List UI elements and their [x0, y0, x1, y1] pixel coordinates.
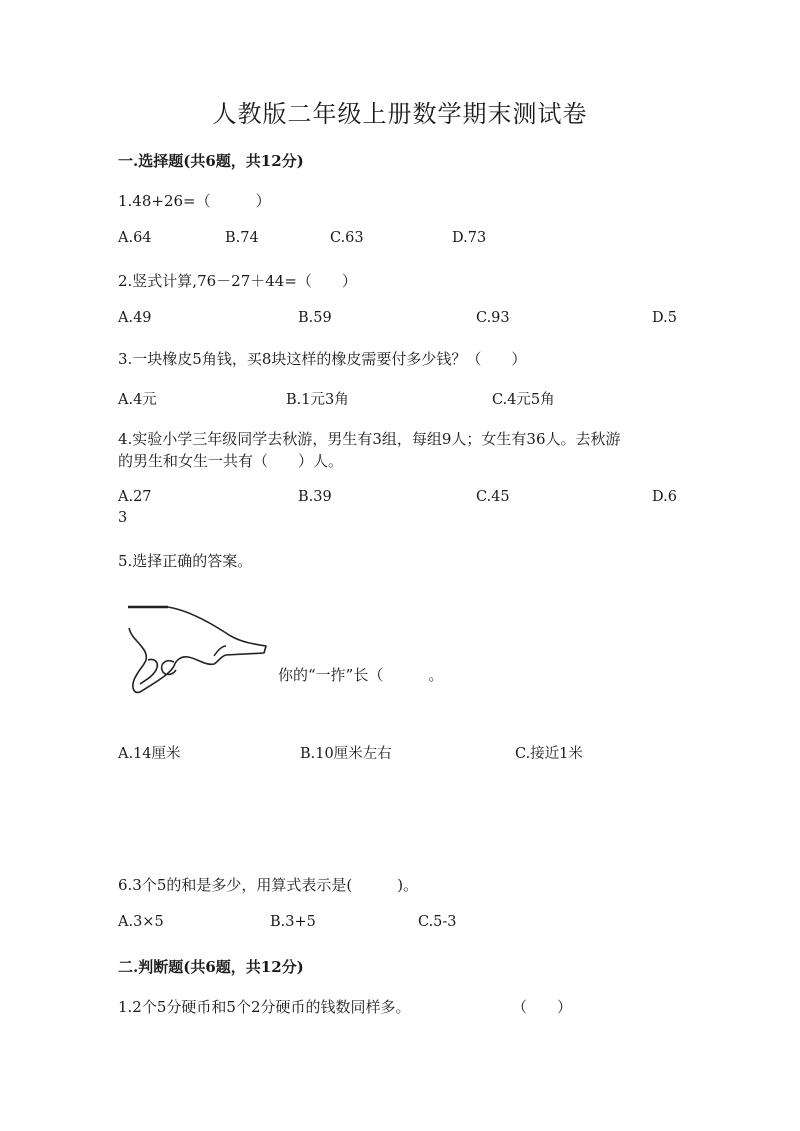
option-b: B.10厘米左右: [300, 746, 392, 762]
question-stem-line2: 的男生和女生一共有（ ）人。: [118, 452, 344, 470]
option-c: C.63: [330, 230, 364, 246]
option-d: D.73: [452, 230, 487, 246]
option-d-wrap: 3: [118, 510, 128, 526]
question-stem: 6.3个5的和是多少，用算式表示是( )。: [118, 876, 419, 894]
option-a: A.4元: [118, 392, 157, 408]
option-a: A.14厘米: [118, 746, 181, 762]
option-c: C.接近1米: [515, 746, 583, 762]
option-d: D.6: [652, 489, 677, 505]
option-b: B.1元3角: [286, 392, 349, 408]
option-a: A.49: [118, 310, 152, 326]
option-a: A.64: [118, 230, 152, 246]
option-b: B.3+5: [270, 914, 316, 930]
question-stem: 2.竖式计算,76－27＋44=（ ）: [118, 272, 357, 290]
option-a: A.27: [118, 489, 152, 505]
question-stem: 3.一块橡皮5角钱，买8块这样的橡皮需要付多少钱？（ ）: [118, 350, 527, 368]
option-b: B.39: [298, 489, 332, 505]
answer-blank: （ ）: [512, 998, 573, 1016]
option-d: D.5: [652, 310, 677, 326]
option-c: C.45: [476, 489, 510, 505]
section-heading-judgement: 二.判断题(共6题，共12分): [118, 958, 304, 976]
question-stem: 1.2个5分硬币和5个2分硬币的钱数同样多。: [118, 998, 411, 1016]
hand-span-illustration: [126, 600, 271, 700]
option-c: C.4元5角: [492, 392, 555, 408]
option-b: B.74: [225, 230, 259, 246]
question-stem: 1.48+26=（ ）: [118, 192, 271, 210]
option-c: C.93: [476, 310, 510, 326]
question-stem: 5.选择正确的答案。: [118, 552, 253, 570]
option-b: B.59: [298, 310, 332, 326]
page-title: 人教版二年级上册数学期末测试卷: [212, 100, 588, 128]
question-stem-line1: 4.实验小学三年级同学去秋游，男生有3组，每组9人；女生有36人。去秋游: [118, 430, 621, 448]
option-c: C.5-3: [418, 914, 457, 930]
option-a: A.3×5: [118, 914, 164, 930]
section-heading-choice: 一.选择题(共6题，共12分): [118, 152, 304, 170]
figure-caption: 你的“一拃”长（ 。: [278, 666, 444, 684]
